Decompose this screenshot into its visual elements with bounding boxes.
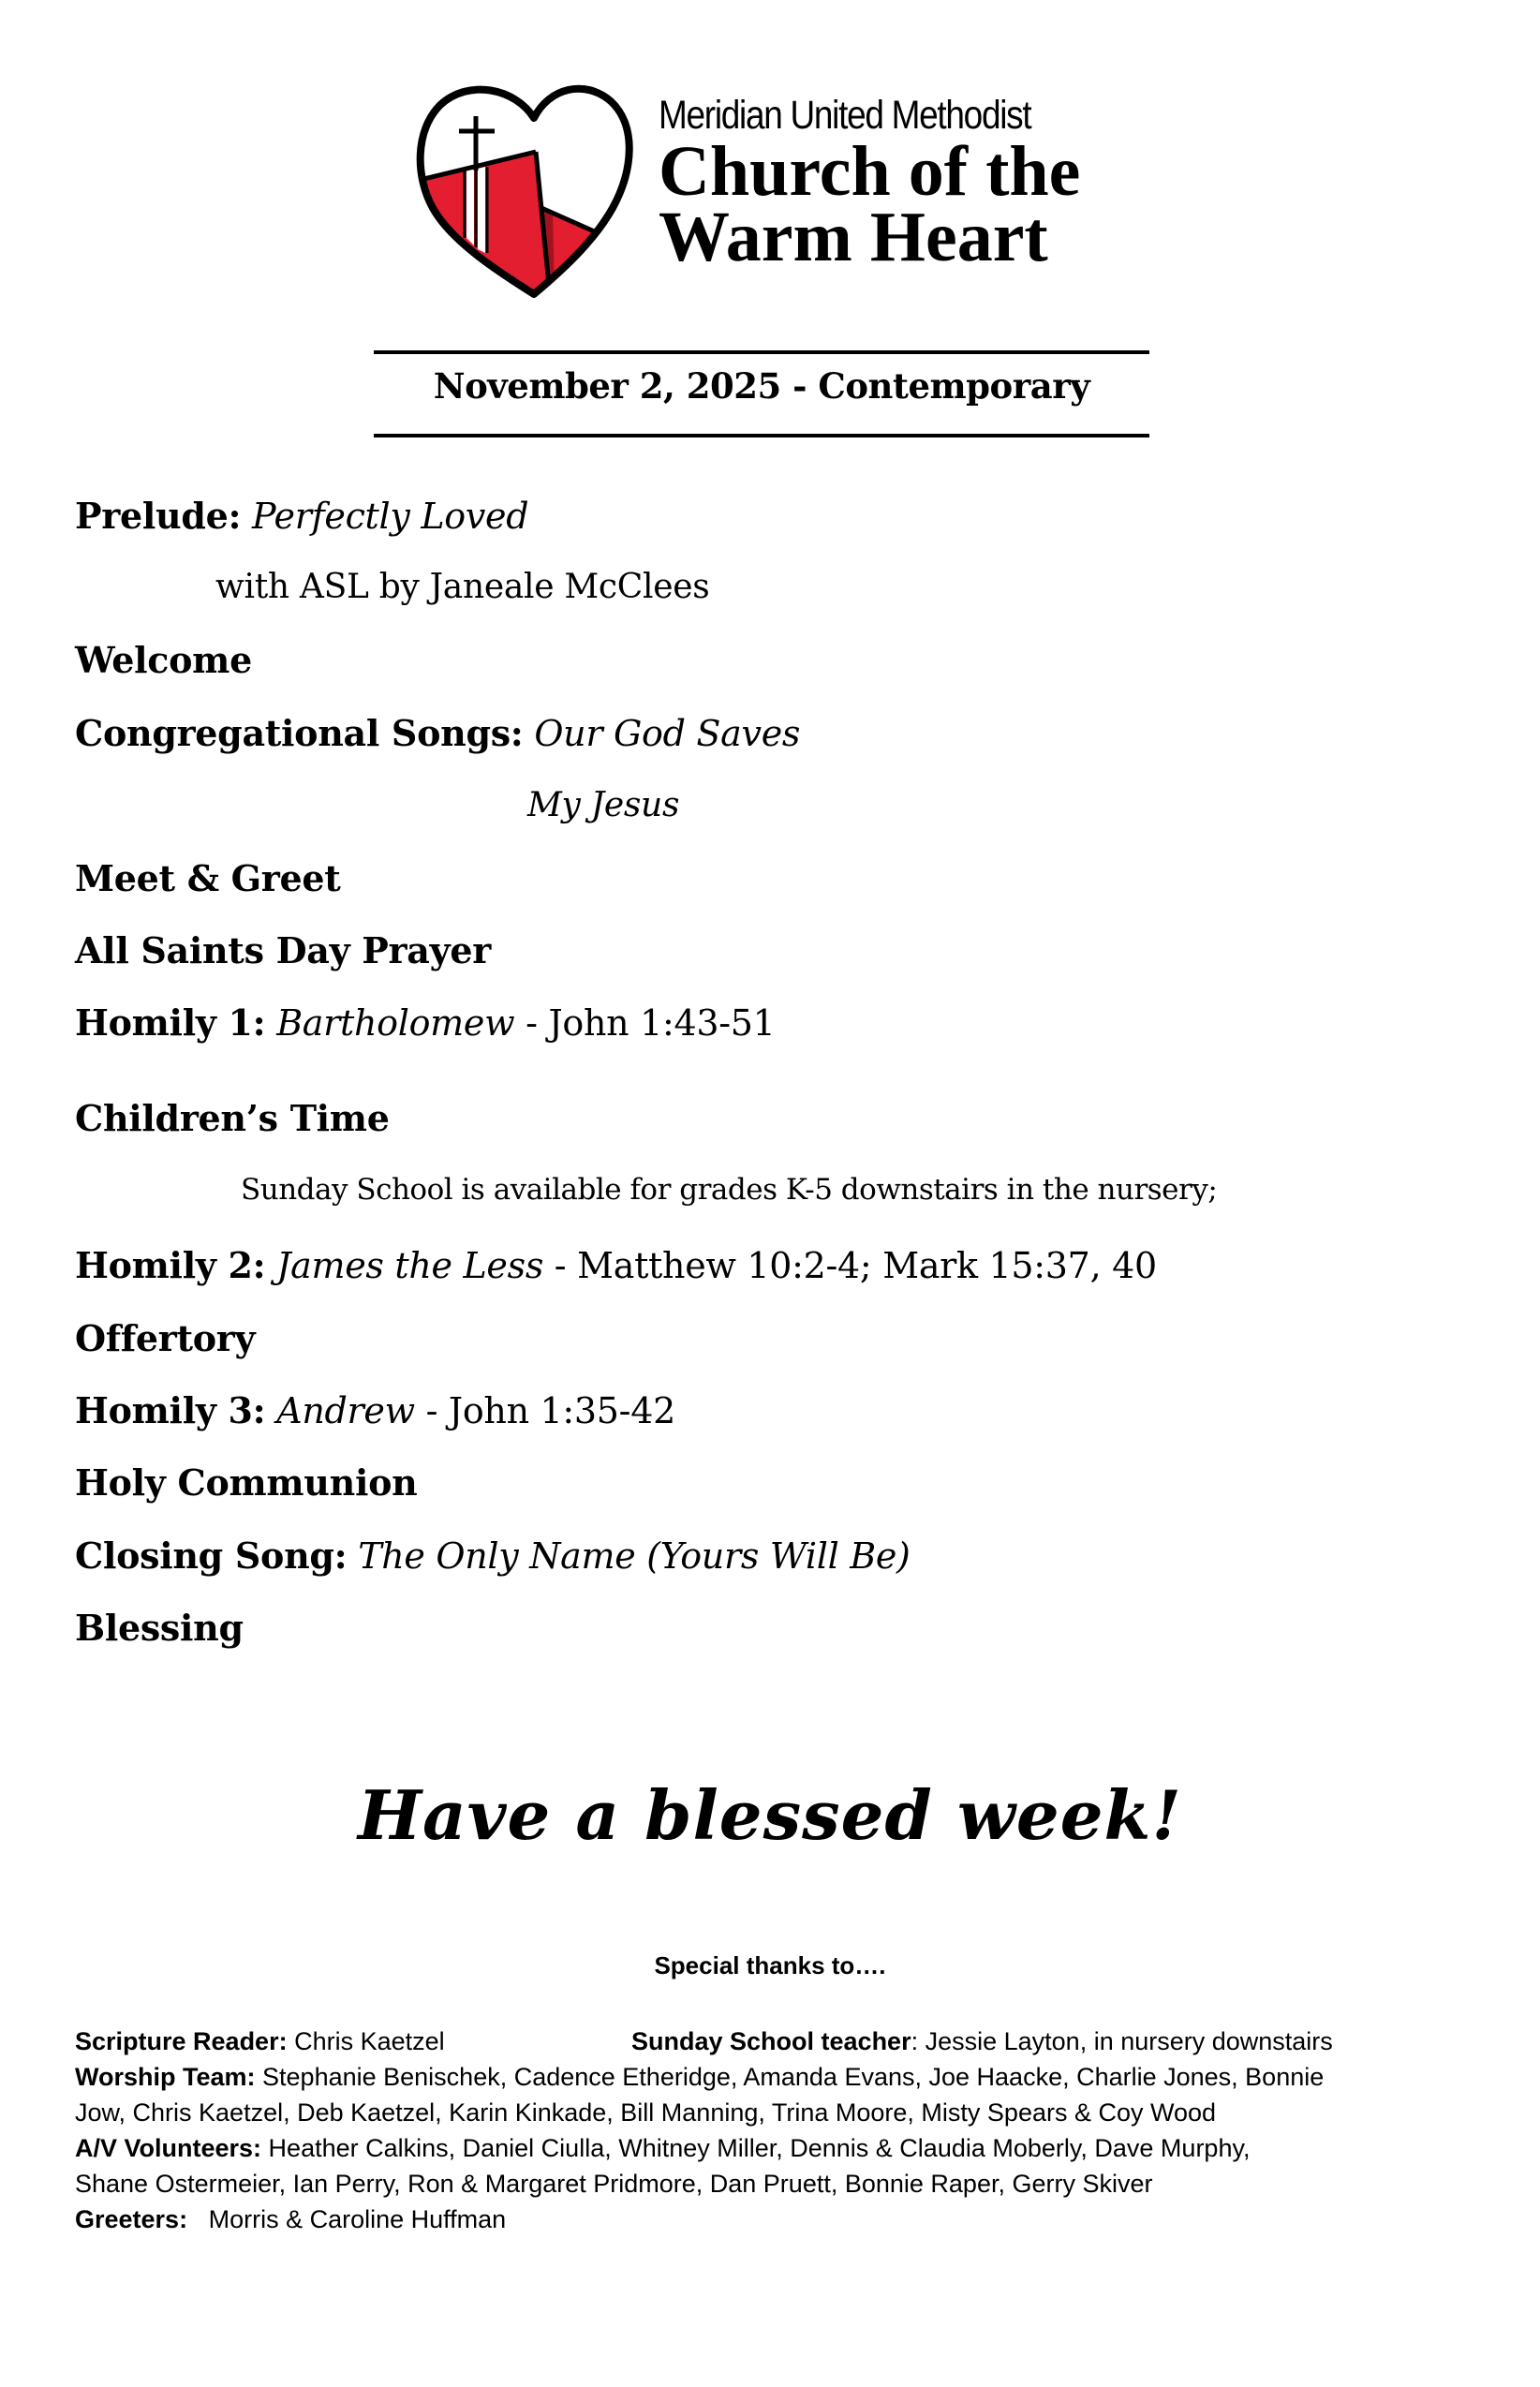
sunday-school-note: Sunday School is available for grades K-5 downstairs in the nursery; bbox=[241, 1173, 1218, 1207]
credit-line-scripture bbox=[75, 2024, 1461, 2059]
worship-item-closing-song bbox=[75, 1534, 911, 1579]
heart-with-cross-icon bbox=[412, 77, 656, 302]
worship-item-blessing bbox=[75, 1606, 244, 1651]
prelude-asl-credit: with ASL by Janeale McClees bbox=[215, 568, 710, 606]
special-thanks-heading: Special thanks to…. bbox=[654, 1951, 886, 1979]
sunday-school-teacher-value: : Jessie Layton, in nursery downstairs bbox=[911, 2027, 1333, 2055]
credit-line-greeters bbox=[75, 2202, 1461, 2237]
item-label: Homily 1: bbox=[75, 1001, 266, 1044]
church-name-line2: Church of the bbox=[659, 132, 1081, 211]
worship-item-welcome bbox=[75, 638, 252, 683]
church-name-line1: Meridian United Methodist bbox=[659, 93, 1031, 138]
item-label: Homily 2: bbox=[75, 1244, 266, 1286]
av-volunteers-label: A/V Volunteers: bbox=[75, 2134, 262, 2162]
worship-item-homily-1 bbox=[75, 1001, 776, 1045]
scripture-ref: - John 1:43-51 bbox=[514, 1002, 776, 1044]
av-volunteers-names: Heather Calkins, Daniel Ciulla, Whitney Miller, Dennis & Claudia Moberly, Dave Murphy, bbox=[261, 2134, 1251, 2162]
credit-line-av bbox=[75, 2130, 1461, 2166]
item-label: Offertory bbox=[75, 1317, 256, 1359]
closing-blessing: Have a blessed week! bbox=[358, 1775, 1182, 1855]
worship-team-label: Worship Team: bbox=[75, 2063, 256, 2091]
church-name-line3: Warm Heart bbox=[659, 198, 1048, 276]
worship-team-names: Stephanie Benischek, Cadence Etheridge, Amanda Evans, Joe Haacke, Charlie Jones, Bonnie bbox=[255, 2063, 1325, 2091]
sunday-school-teacher bbox=[631, 2024, 1333, 2059]
credit-line-worship-team bbox=[75, 2059, 1461, 2095]
item-label: Congregational Songs: bbox=[75, 712, 524, 754]
item-title: Perfectly Loved bbox=[252, 496, 529, 537]
item-label: Blessing bbox=[75, 1607, 244, 1649]
divider-top bbox=[374, 350, 1149, 354]
song-title-my-jesus: My Jesus bbox=[527, 786, 680, 824]
item-label: Homily 3: bbox=[75, 1389, 266, 1431]
worship-item-all-saints-prayer bbox=[75, 928, 491, 973]
church-name bbox=[659, 92, 1091, 276]
greeters-names: Morris & Caroline Huffman bbox=[187, 2205, 507, 2233]
worship-item-congregational-songs bbox=[75, 711, 800, 756]
worship-item-meet-greet bbox=[75, 856, 341, 901]
worship-item-childrens-time bbox=[75, 1096, 390, 1141]
item-title: Our God Saves bbox=[534, 713, 801, 754]
item-label: Welcome bbox=[75, 639, 252, 681]
worship-item-offertory bbox=[75, 1316, 255, 1361]
item-title: James the Less bbox=[276, 1245, 544, 1286]
item-title: Bartholomew bbox=[276, 1002, 515, 1044]
sunday-school-teacher-label: Sunday School teacher bbox=[631, 2027, 911, 2055]
worship-item-homily-2 bbox=[75, 1243, 1157, 1288]
credit-line-av-cont: Shane Ostermeier, Ian Perry, Ron & Margaret Pridmore, Dan Pruett, Bonnie Raper, Gerry Skiver bbox=[75, 2170, 1153, 2198]
worship-item-prelude bbox=[75, 494, 528, 539]
divider-bottom bbox=[374, 434, 1149, 437]
item-label: Children’s Time bbox=[75, 1097, 390, 1139]
greeters-label: Greeters: bbox=[75, 2205, 188, 2233]
worship-item-holy-communion bbox=[75, 1460, 417, 1505]
scripture-ref: - John 1:35-42 bbox=[414, 1390, 675, 1431]
scripture-reader-value: Chris Kaetzel bbox=[287, 2027, 445, 2055]
volunteer-credits bbox=[75, 2024, 1461, 2237]
scripture-reader-label: Scripture Reader: bbox=[75, 2027, 288, 2055]
item-label: Closing Song: bbox=[75, 1534, 348, 1577]
item-title: Andrew bbox=[276, 1390, 415, 1431]
item-label: All Saints Day Prayer bbox=[75, 929, 491, 971]
item-title: The Only Name (Yours Will Be) bbox=[358, 1535, 911, 1577]
credit-line-worship-team-cont: Jow, Chris Kaetzel, Deb Kaetzel, Karin Kinkade, Bill Manning, Trina Moore, Misty Spears & Coy Wood bbox=[75, 2098, 1217, 2127]
item-label: Prelude: bbox=[75, 495, 242, 537]
worship-item-homily-3 bbox=[75, 1388, 675, 1433]
service-date-title: November 2, 2025 - Contemporary bbox=[433, 365, 1090, 407]
item-label: Holy Communion bbox=[75, 1461, 418, 1504]
item-label: Meet & Greet bbox=[75, 857, 341, 899]
scripture-ref: - Matthew 10:2-4; Mark 15:37, 40 bbox=[543, 1245, 1157, 1286]
